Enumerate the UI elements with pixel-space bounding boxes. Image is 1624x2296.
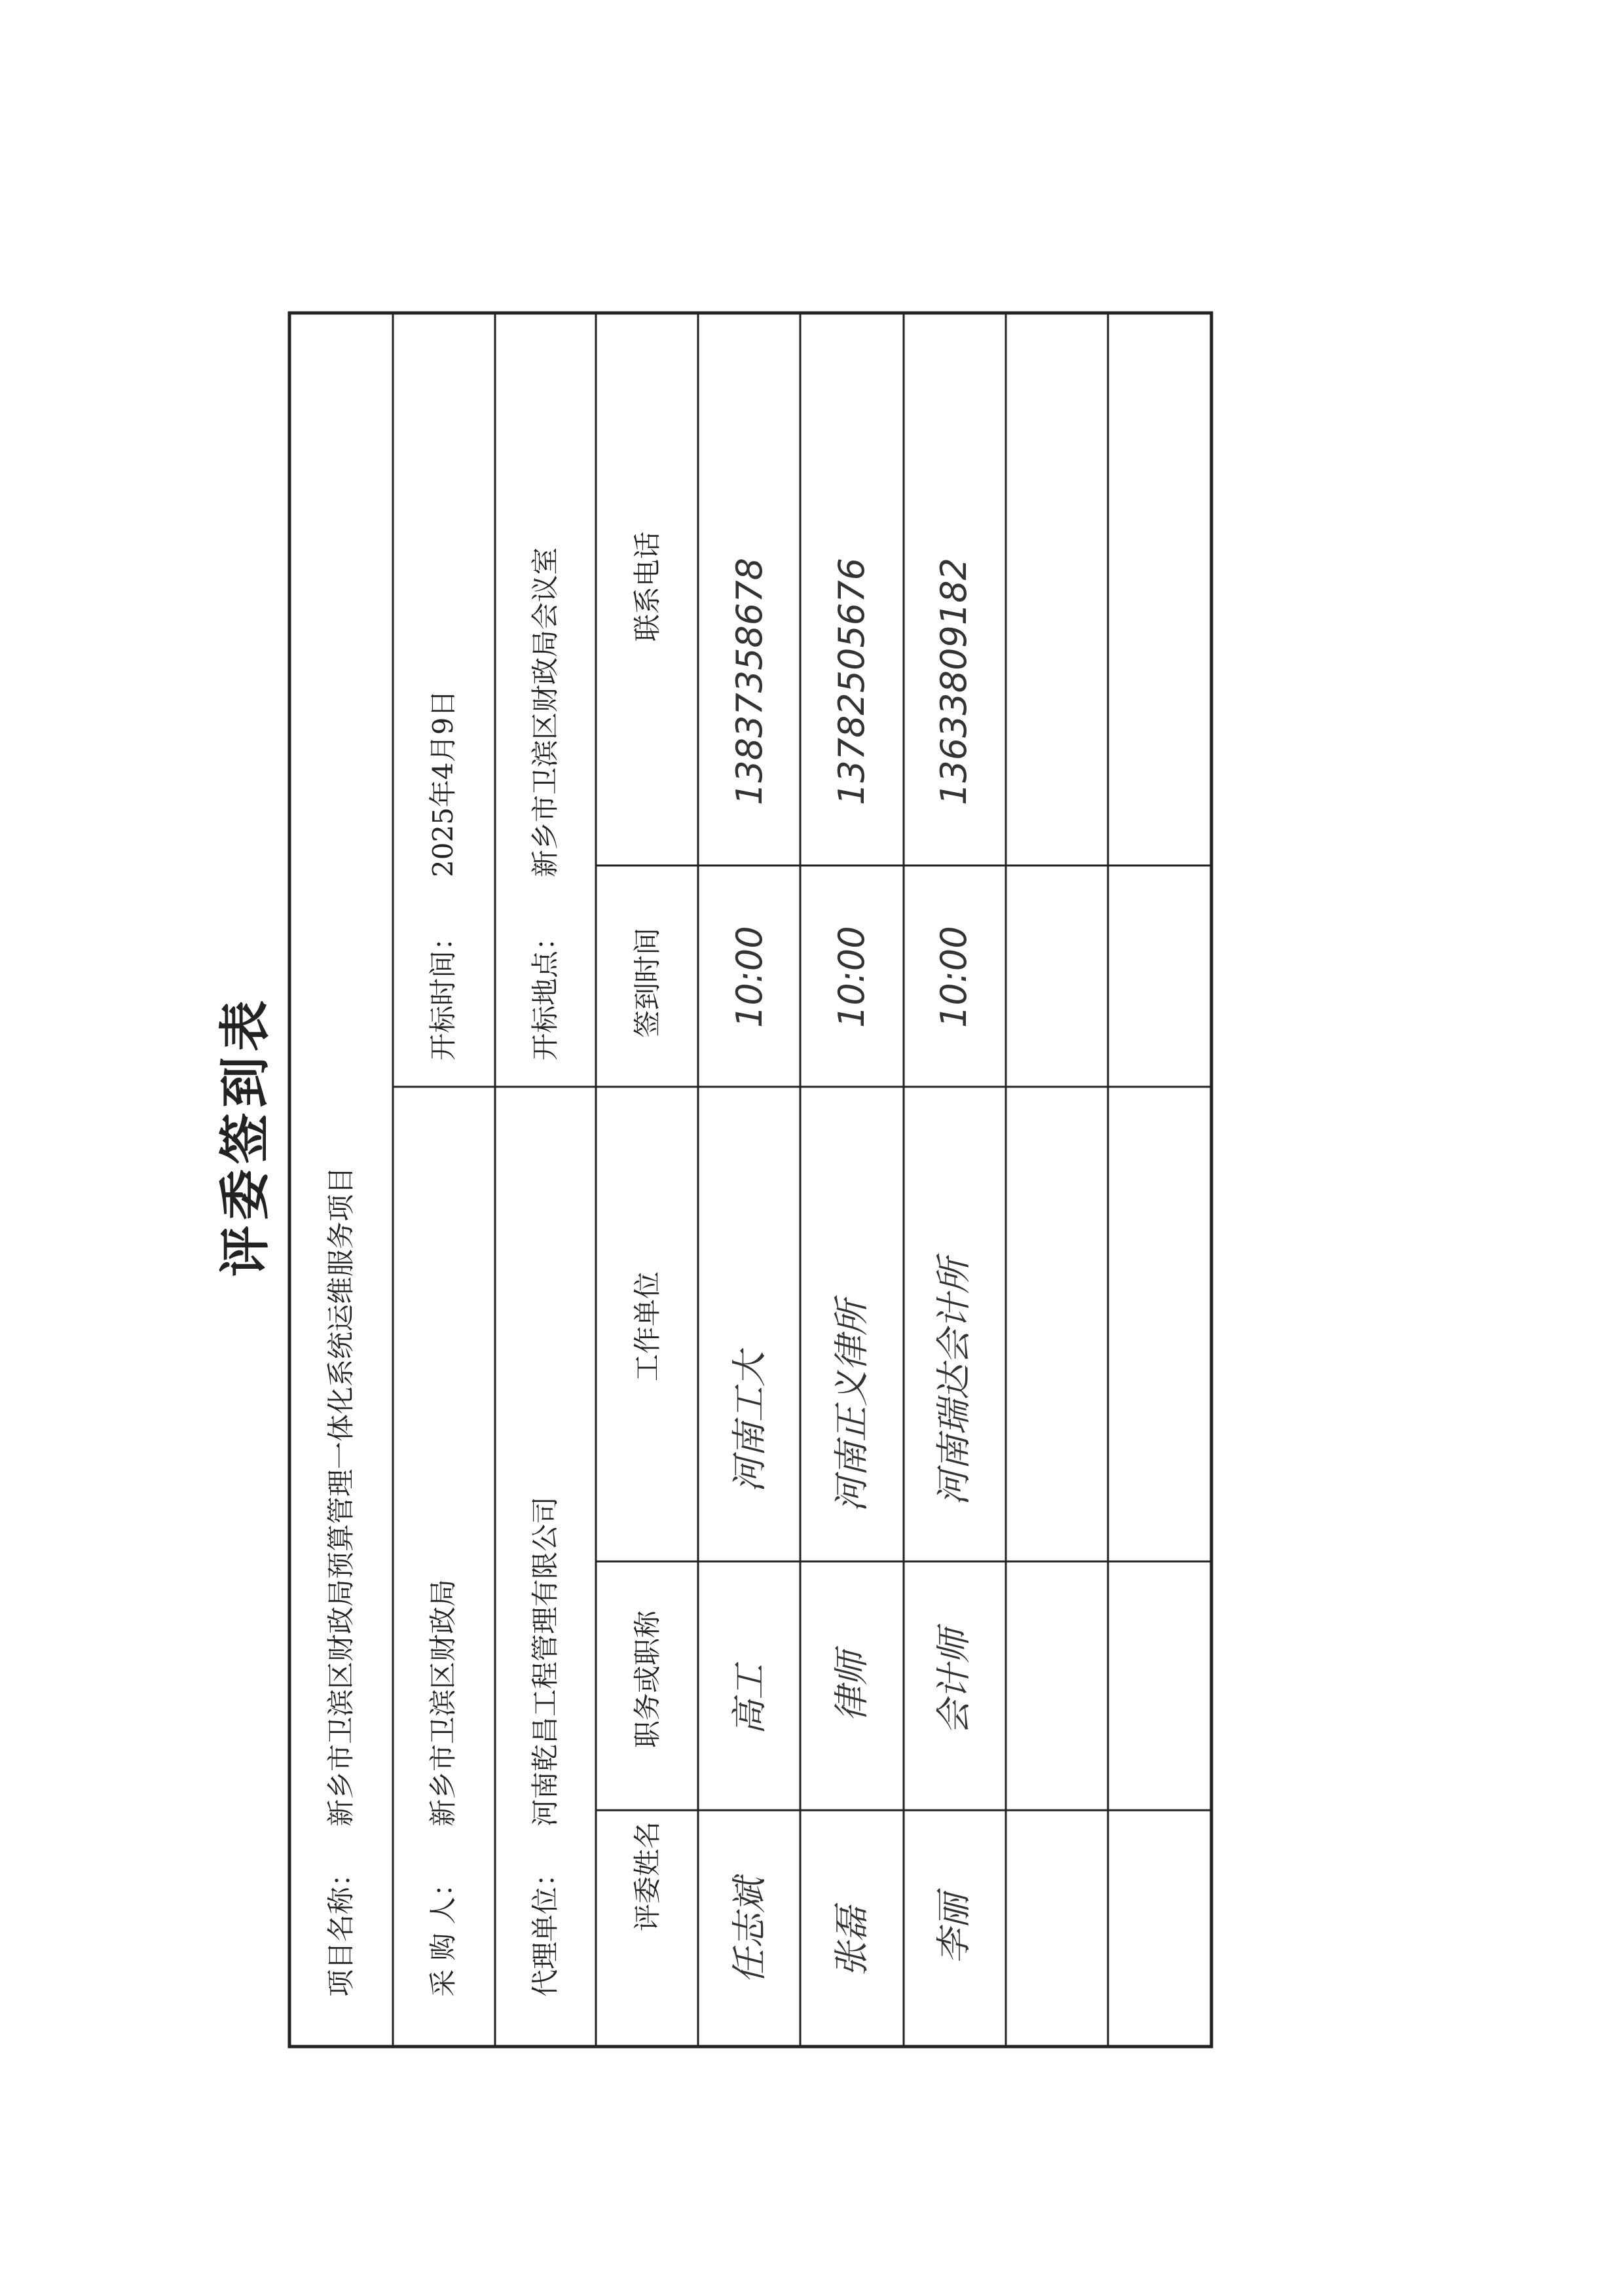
document-title: 评委签到表: [215, 994, 275, 1277]
agent-label: 代理单位：: [529, 1859, 561, 1997]
header-phone: 联系电话: [631, 531, 663, 642]
row2-title: 律师: [831, 1651, 872, 1722]
row1-name: 任志斌: [729, 1878, 770, 1984]
row1-title: 高工: [729, 1664, 770, 1735]
header-unit: 工作单位: [631, 1271, 663, 1381]
row2-phone: 13782505676: [831, 558, 872, 805]
row3-time: 10:00: [933, 926, 974, 1028]
opening-time-label: 开标时间：: [427, 922, 459, 1061]
header-time: 签到时间: [631, 927, 663, 1038]
row1-phone: 13837358678: [729, 558, 770, 805]
row1-unit: 河南工大: [729, 1351, 770, 1493]
opening-time-value: 2025年4月9日: [427, 689, 459, 877]
purchaser-label: 采 购 人：: [427, 1869, 459, 1997]
row2-name: 张磊: [831, 1906, 872, 1977]
opening-place-label: 开标地点：: [529, 922, 561, 1061]
header-name: 评委姓名: [631, 1821, 663, 1931]
opening-place-value: 新乡市卫滨区财政局会议室: [529, 547, 561, 877]
row3-title: 会计师: [933, 1629, 974, 1735]
project-name-value: 新乡市卫滨区财政局预算管理一体化系统运维服务项目: [325, 1166, 357, 1827]
row3-unit: 河南瑞达会计所: [933, 1258, 974, 1506]
row2-unit: 河南正义律所: [831, 1300, 872, 1512]
row1-time: 10:00: [729, 926, 770, 1028]
row3-name: 李丽: [933, 1893, 974, 1964]
project-name-label: 项目名称：: [325, 1859, 357, 1997]
row2-time: 10:00: [831, 926, 872, 1028]
row3-phone: 13633809182: [933, 558, 974, 805]
agent-value: 河南乾昌工程管理有限公司: [529, 1496, 561, 1827]
purchaser-value: 新乡市卫滨区财政局: [427, 1578, 459, 1827]
header-title: 职务或职称: [631, 1610, 663, 1748]
